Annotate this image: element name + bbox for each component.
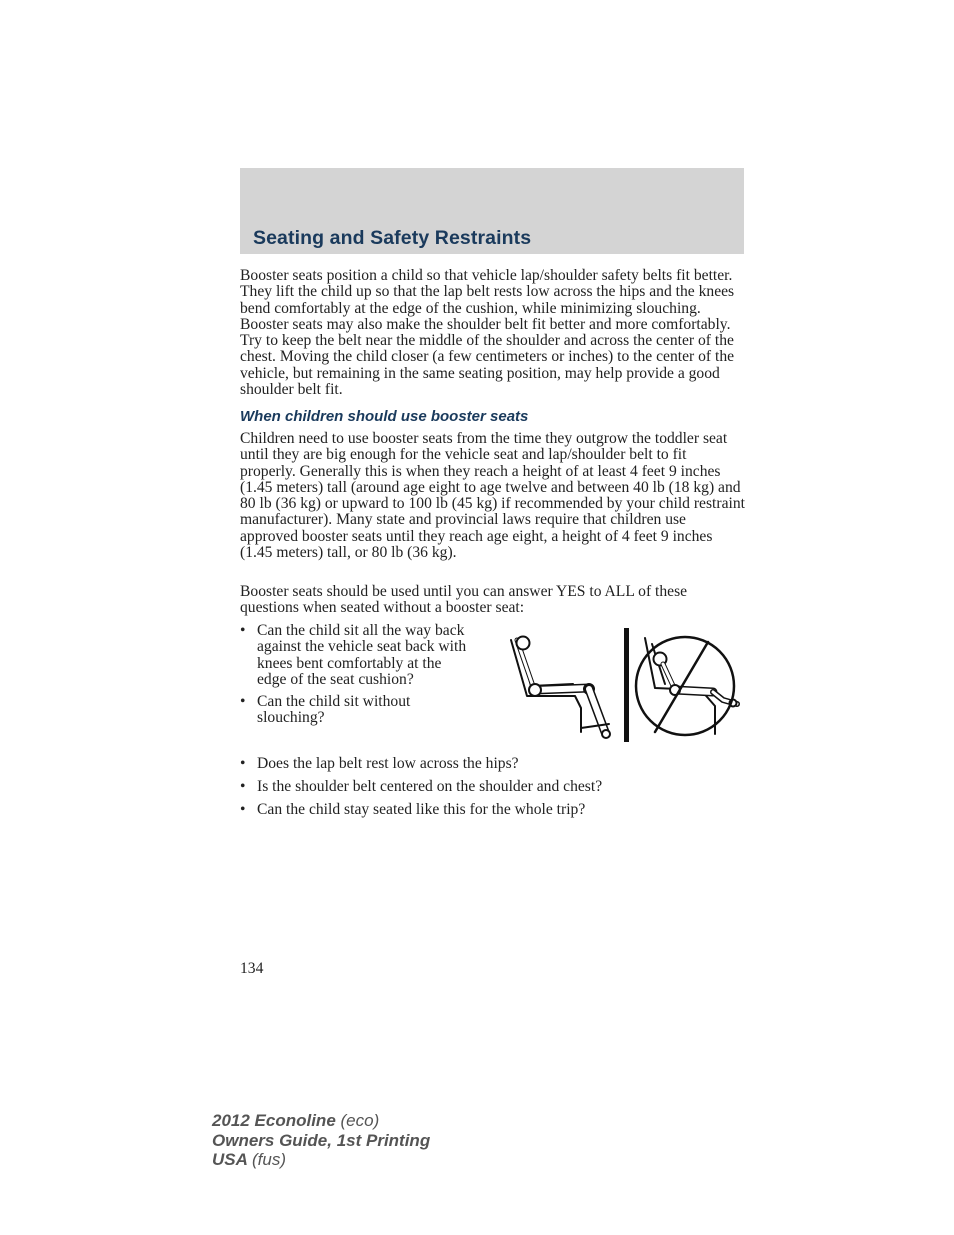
bullet-line: Is the shoulder belt centered on the shoulder and chest? — [257, 778, 603, 795]
footer-model-code: (eco) — [340, 1111, 380, 1130]
footer-region: USA — [212, 1150, 248, 1169]
section-title: Seating and Safety Restraints — [253, 227, 532, 249]
footer-model: 2012 Econoline — [212, 1111, 336, 1130]
prohibition-circle-icon — [636, 637, 734, 735]
page-number: 134 — [240, 960, 264, 977]
bullet-line: edge of the seat cushion? — [257, 670, 414, 688]
bullet-line: Does the lap belt rest low across the hips? — [257, 755, 519, 772]
list-item — [240, 623, 500, 693]
bullet-dot: • — [240, 778, 246, 795]
bullet-dot: • — [240, 801, 246, 818]
bullet-dot: • — [240, 622, 246, 639]
booster-seat-illustration — [505, 626, 745, 744]
bullet-dot: • — [240, 755, 246, 772]
footer-region-code: (fus) — [252, 1150, 286, 1169]
bullet-dot: • — [240, 693, 246, 710]
bullet-line: Can the child stay seated like this for the whole trip? — [257, 801, 586, 818]
bullet-line: Can the child sit without — [257, 693, 411, 710]
bullet-line: knees bent comfortably at the — [257, 654, 442, 672]
child-head-correct — [517, 637, 530, 650]
list-item — [240, 779, 720, 797]
bullet-line: Can the child sit all the way back — [257, 622, 465, 639]
bullet-line: slouching? — [257, 709, 325, 727]
paragraph-booster-purpose: Booster seats position a child so that vehicle lap/shoulder safety belts fit better. They lift the child up so that the lap belt rests low across the hips and the knees bend comfortably at the edge of the cushion, while minimizing slouching. Booster seats may also make the shoulder belt fit better and more comfortably. Try to keep the belt near the middle of the shoulder and across the center of the chest. Moving the child closer (a few centimeters or inches) to the center of the vehicle, but remaining in the same seating position, may help provide a good shoulder belt fit. — [240, 267, 735, 399]
footer-edition-info — [212, 1111, 430, 1170]
subheading-when-to-use: When children should use booster seats — [240, 408, 529, 425]
paragraph-when-to-use: Children need to use booster seats from the time they outgrow the toddler seat until they are big enough for the vehicle seat and lap/shoulder belt to fit properly. Generally this is when they reach a height of at least 4 feet 9 inches (1.45 meters) tall (around age eight to age twelve and between 40 lb (18 kg) and 80 lb (36 kg) or upward to 100 lb (45 kg) if recommended by your child restraint manufacturer). Many state and provincial laws require that children use approved booster seats until they reach age eight, a height of 4 feet 9 inches (1.45 meters) tall, or 80 lb (36 kg). — [240, 430, 745, 562]
list-item — [240, 802, 720, 820]
footer-guide-printing: Owners Guide, 1st Printing — [212, 1130, 431, 1150]
divider-bar — [624, 628, 629, 742]
list-item — [240, 756, 720, 774]
list-item — [240, 694, 500, 730]
paragraph-questions-intro: Booster seats should be used until you can answer YES to ALL of these questions when seated without a booster seat: — [240, 583, 688, 617]
seating-posture-illustration — [505, 626, 745, 744]
bullet-line: against the vehicle seat back with — [257, 638, 467, 656]
section-header-band — [240, 168, 744, 254]
